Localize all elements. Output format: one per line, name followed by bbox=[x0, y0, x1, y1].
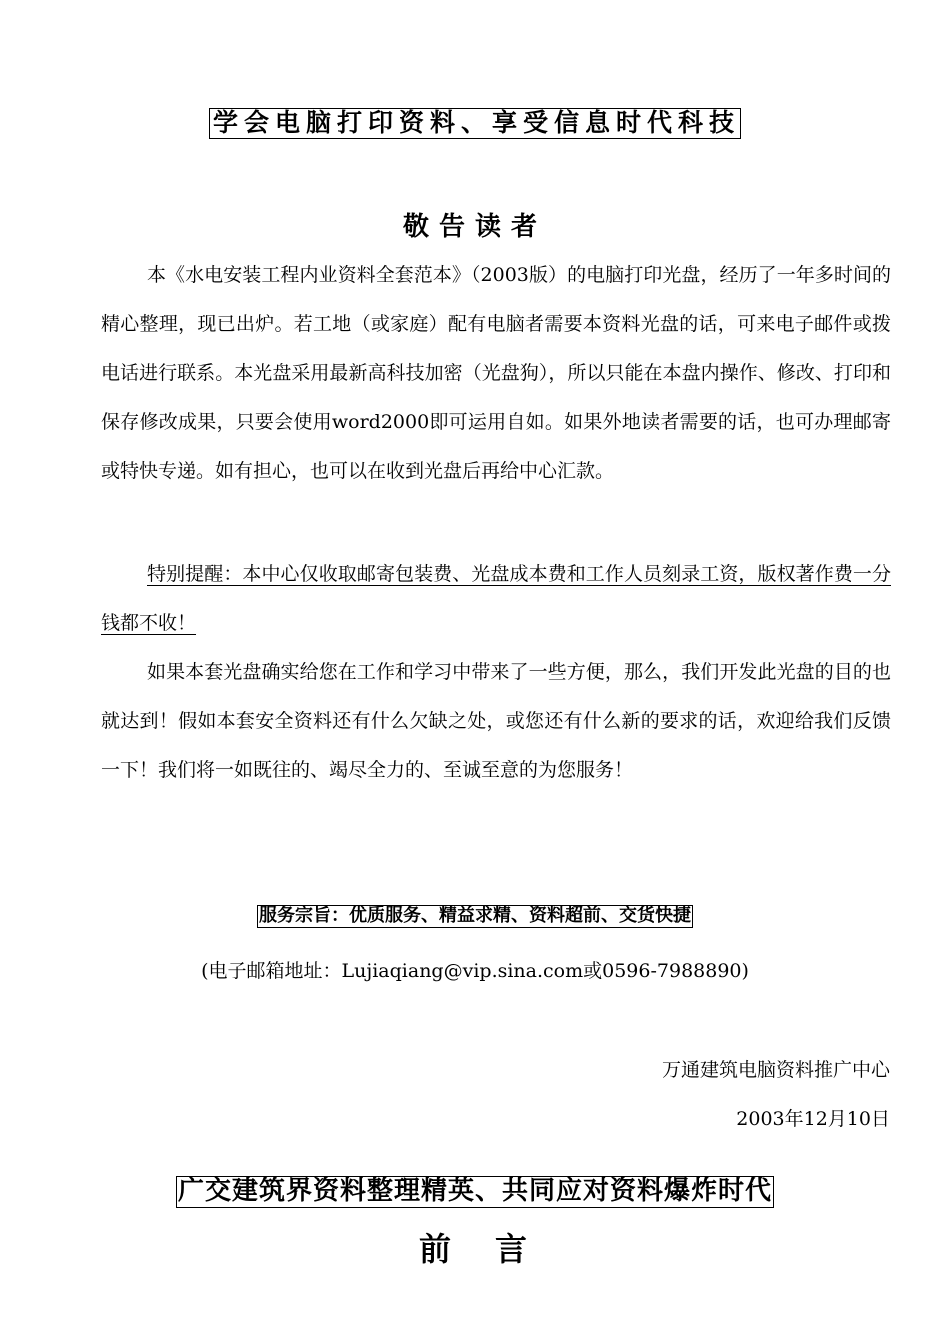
top-banner-text: 学会电脑打印资料、享受信息时代科技 bbox=[209, 108, 741, 139]
service-motto bbox=[0, 905, 950, 928]
bottom-banner bbox=[0, 1176, 950, 1208]
closing-paragraph: 如果本套光盘确实给您在工作和学习中带来了一些方便，那么，我们开发此光盘的目的也就达到！假如本套安全资料还有什么欠缺之处，或您还有什么新的要求的话，欢迎给我们反馈一下！我们将一如既往的、竭尽全力的、至诚至意的为您服务！ bbox=[101, 661, 891, 781]
special-reminder-paragraph bbox=[101, 550, 891, 648]
bottom-banner-text: 广交建筑界资料整理精英、共同应对资料爆炸时代 bbox=[177, 1176, 772, 1206]
service-motto-text: 服务宗旨：优质服务、精益求精、资料超前、交货快捷 bbox=[259, 905, 691, 926]
notice-heading: 敬告读者 bbox=[402, 212, 547, 242]
organization-name: 万通建筑电脑资料推广中心 bbox=[661, 1059, 890, 1081]
contact-line: (电子邮箱地址：Lujiaqiang@vip.sina.com或0596-7988890) bbox=[201, 960, 749, 982]
preface-heading: 前言 bbox=[418, 1230, 571, 1268]
top-banner bbox=[0, 108, 950, 139]
signature-date: 2003年12月10日 bbox=[736, 1108, 890, 1130]
special-reminder-text: 特别提醒：本中心仅收取邮寄包装费、光盘成本费和工作人员刻录工资，版权著作费一分钱都不收！ bbox=[101, 563, 891, 634]
intro-paragraph: 本《水电安装工程内业资料全套范本》（2003版）的电脑打印光盘，经历了一年多时间的精心整理，现已出炉。若工地（或家庭）配有电脑者需要本资料光盘的话，可来电子邮件或拨电话进行联系。本光盘采用最新高科技加密（光盘狗），所以只能在本盘内操作、修改、打印和保存修改成果，只要会使用word2000即可运用自如。如果外地读者需要的话，也可办理邮寄或特快专递。如有担心，也可以在收到光盘后再给中心汇款。 bbox=[101, 264, 891, 482]
